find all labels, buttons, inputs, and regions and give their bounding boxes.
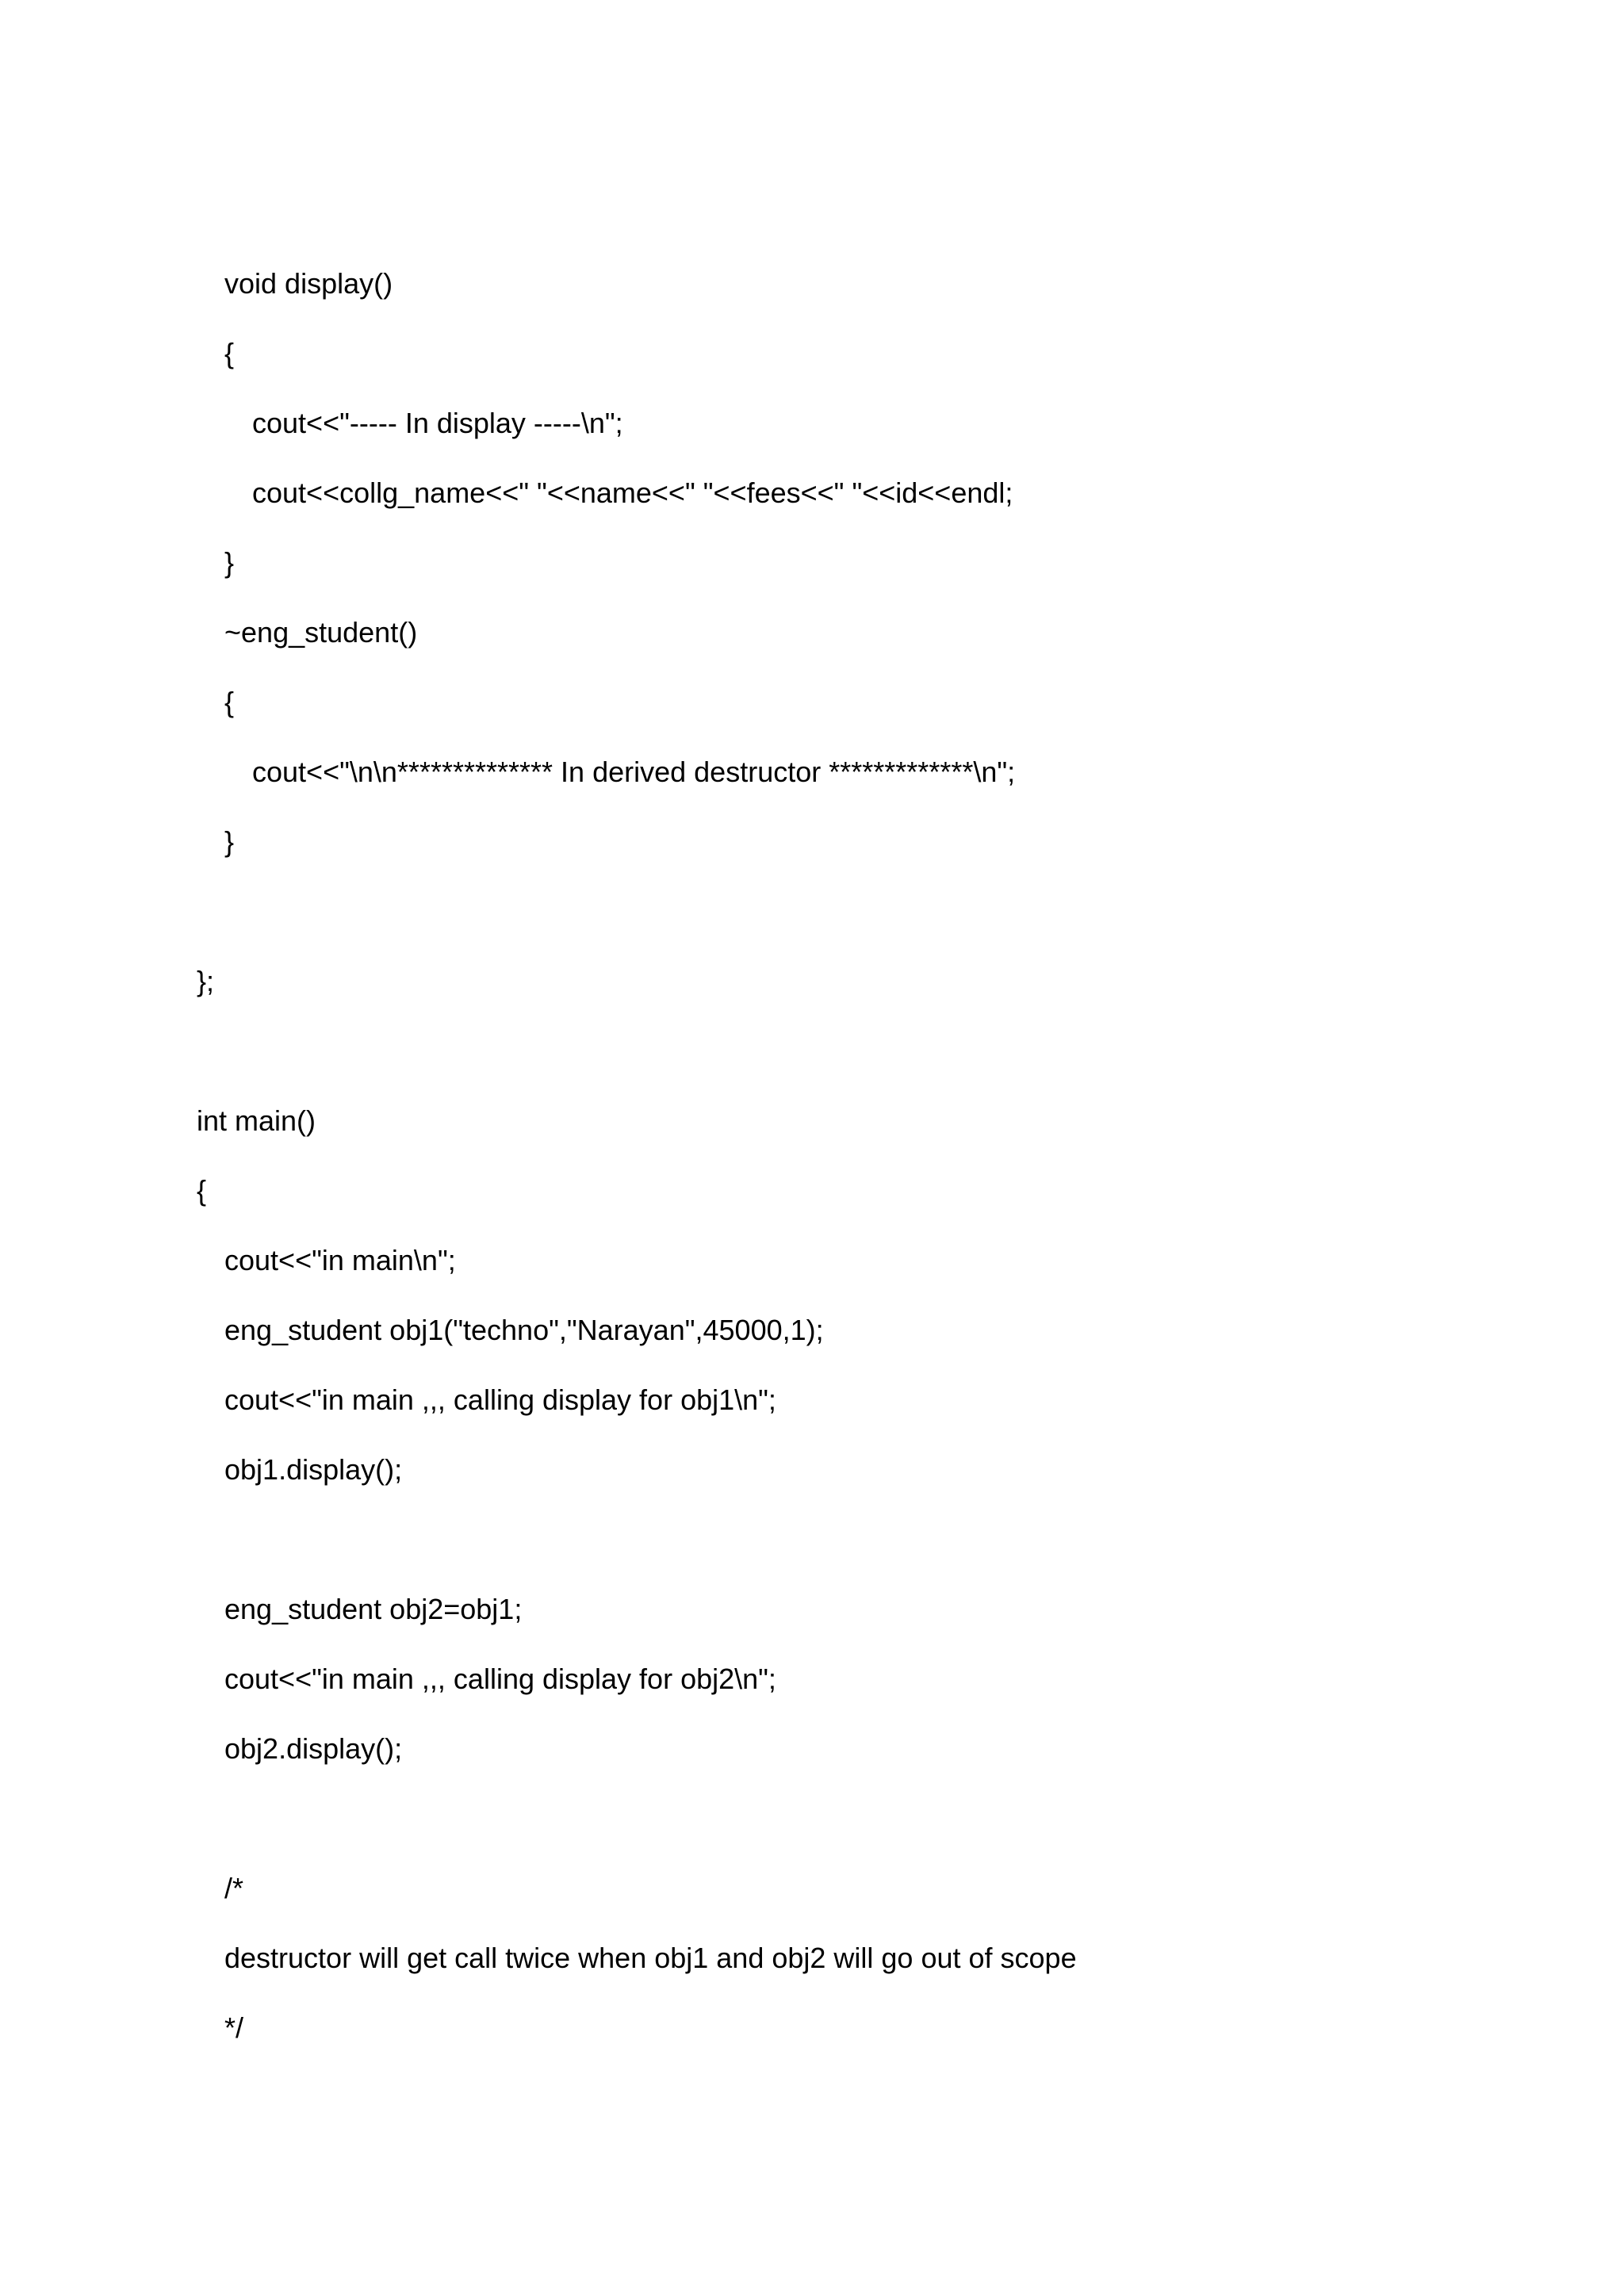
code-line: } — [224, 546, 235, 579]
code-line: }; — [197, 965, 215, 997]
code-line: cout<<"----- In display -----\n"; — [252, 407, 623, 439]
code-line: eng_student obj1("techno","Narayan",45000,1); — [224, 1314, 824, 1346]
code-line: /* — [224, 1872, 244, 1904]
code-line: obj2.display(); — [224, 1732, 403, 1765]
code-line: cout<<"in main ,,, calling display for obj1\n"; — [224, 1383, 776, 1416]
code-line: */ — [224, 2011, 244, 2044]
code-line: { — [197, 1174, 207, 1207]
code-line: } — [224, 825, 235, 858]
code-line: { — [224, 686, 235, 718]
code-line: obj1.display(); — [224, 1453, 403, 1486]
code-line: { — [224, 337, 235, 369]
code-line: cout<<"\n\n************** In derived destructor *************\n"; — [252, 756, 1016, 788]
code-line: cout<<"in main ,,, calling display for obj2\n"; — [224, 1663, 776, 1695]
code-line: cout<<"in main\n"; — [224, 1244, 456, 1276]
code-line: void display() — [224, 267, 393, 300]
code-line: destructor will get call twice when obj1 and obj2 will go out of scope — [224, 1942, 1077, 1974]
code-line: eng_student obj2=obj1; — [224, 1593, 523, 1625]
code-line: int main() — [197, 1104, 316, 1137]
code-line: cout<<collg_name<<" "<<name<<" "<<fees<<" "<<id<<endl; — [252, 476, 1013, 509]
code-line: ~eng_student() — [224, 616, 418, 649]
